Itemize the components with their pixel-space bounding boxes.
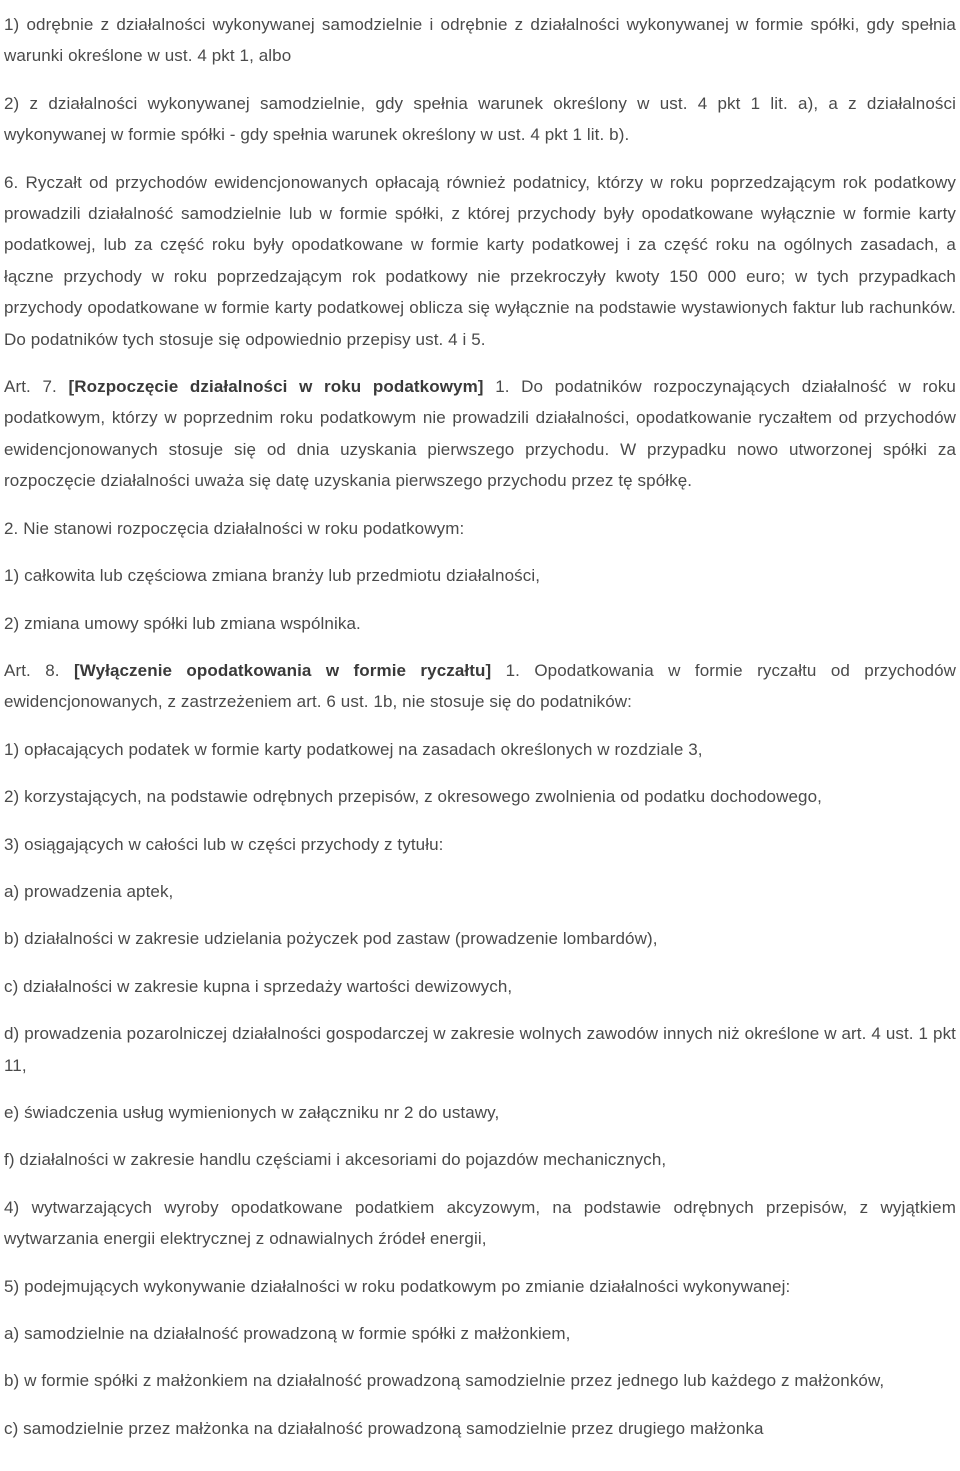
paragraph-art8-pkt-5-lit-a: a) samodzielnie na działalność prowadzoną w formie spółki z małżonkiem, (4, 1324, 571, 1343)
paragraph-art8-lit-f: f) działalności w zakresie handlu częściami i akcesoriami do pojazdów mechanicznych, (4, 1150, 667, 1170)
article-7-text: 1. Do podatników rozpoczynających działalność w roku podatkowym, którzy w poprzednim roku podatkowym nie prowadzili działalności, opodatkowanie ryczałtem od przychodów ewidencjonowanych stosuje się od dnia uzyskania pierwszego przychodu. W przypadku nowo utworzonej spółki za rozpoczęcie działalności uważa się datę uzyskania pierwszego przychodu przez tę spółkę. (4, 377, 956, 491)
article-7 (4, 371, 956, 497)
paragraph-art8-pkt-5-lit-c: c) samodzielnie przez małżonka na działalność prowadzoną samodzielnie przez drugiego małżonka (4, 1418, 764, 1438)
article-8 (4, 655, 956, 718)
paragraph-art8-lit-b: b) działalności w zakresie udzielania pożyczek pod zastaw (prowadzenie lombardów), (4, 929, 658, 949)
paragraph-art7-ust-2: 2. Nie stanowi rozpoczęcia działalności w roku podatkowym: (4, 518, 465, 538)
paragraph-art8-lit-d: d) prowadzenia pozarolniczej działalności gospodarczej w zakresie wolnych zawodów innych niż określone w art. 4 ust. 1 pkt 11, (4, 1024, 956, 1075)
paragraph-art8-lit-a: a) prowadzenia aptek, (4, 881, 174, 901)
article-8-number: Art. 8. (4, 660, 60, 680)
paragraph-art8-pkt-4: 4) wytwarzających wyroby opodatkowane podatkiem akcyzowym, na podstawie odrębnych przepisów, z wyjątkiem wytwarzania energii elektrycznej z odnawialnych źródeł energii, (4, 1197, 956, 1249)
paragraph-art8-lit-c: c) działalności w zakresie kupna i sprzedaży wartości dewizowych, (4, 976, 513, 996)
article-7-title: [Rozpoczęcie działalności w roku podatkowym] (68, 377, 484, 397)
paragraph-1: 1) odrębnie z działalności wykonywanej samodzielnie i odrębnie z działalności wykonywanej w formie spółki, gdy spełnia warunki określone w ust. 4 pkt 1, albo (4, 15, 956, 66)
paragraph-art8-pkt-1: 1) opłacających podatek w formie karty podatkowej na zasadach określonych w rozdziale 3, (4, 739, 703, 759)
article-8-text: 1. Opodatkowania w formie ryczałtu od przychodów ewidencjonowanych, z zastrzeżeniem art. 6 ust. 1b, nie stosuje się do podatników: (4, 660, 957, 712)
paragraph-art8-pkt-5-lit-b: b) w formie spółki z małżonkiem na działalność prowadzoną samodzielnie przez jednego lub każdego z małżonków, (4, 1371, 885, 1391)
article-7-number: Art. 7. (4, 377, 57, 397)
paragraph-art7-pkt-2: 2) zmiana umowy spółki lub zmiana wspólnika. (4, 613, 361, 633)
paragraph-art8-pkt-2: 2) korzystających, na podstawie odrębnych przepisów, z okresowego zwolnienia od podatku dochodowego, (4, 787, 822, 807)
paragraph-art7-pkt-1: 1) całkowita lub częściowa zmiana branży lub przedmiotu działalności, (4, 566, 541, 586)
paragraph-art8-pkt-5: 5) podejmujących wykonywanie działalności w roku podatkowym po zmianie działalności wykonywanej: (4, 1276, 791, 1296)
paragraph-art8-pkt-3: 3) osiągających w całości lub w części przychody z tytułu: (4, 834, 444, 854)
paragraph-art8-lit-e: e) świadczenia usług wymienionych w załączniku nr 2 do ustawy, (4, 1102, 500, 1122)
paragraph-ust-6: 6. Ryczałt od przychodów ewidencjonowanych opłacają również podatnicy, którzy w roku poprzedzającym rok podatkowy prowadzili działalność samodzielnie lub w formie spółki, z której przychody były opodatkowane wyłącznie w formie karty podatkowej, lub za część roku były opodatkowane w formie karty podatkowej i za część roku na ogólnych zasadach, a łączne przychody w roku poprzedzającym rok podatkowy nie przekroczyły kwoty 150 000 euro; w tych przypadkach przychody opodatkowane w formie karty podatkowej oblicza się wyłącznie na podstawie wystawionych faktur lub rachunków. Do podatników tych stosuje się odpowiednio przepisy ust. 4 i 5. (4, 172, 956, 349)
paragraph-2: 2) z działalności wykonywanej samodzielnie, gdy spełnia warunek określony w ust. 4 pkt 1 lit. a), a z działalności wykonywanej w formie spółki - gdy spełnia warunek określony w ust. 4 pkt 1 lit. b). (4, 93, 956, 145)
article-8-title: [Wyłączenie opodatkowania w formie ryczałtu] (73, 660, 492, 680)
